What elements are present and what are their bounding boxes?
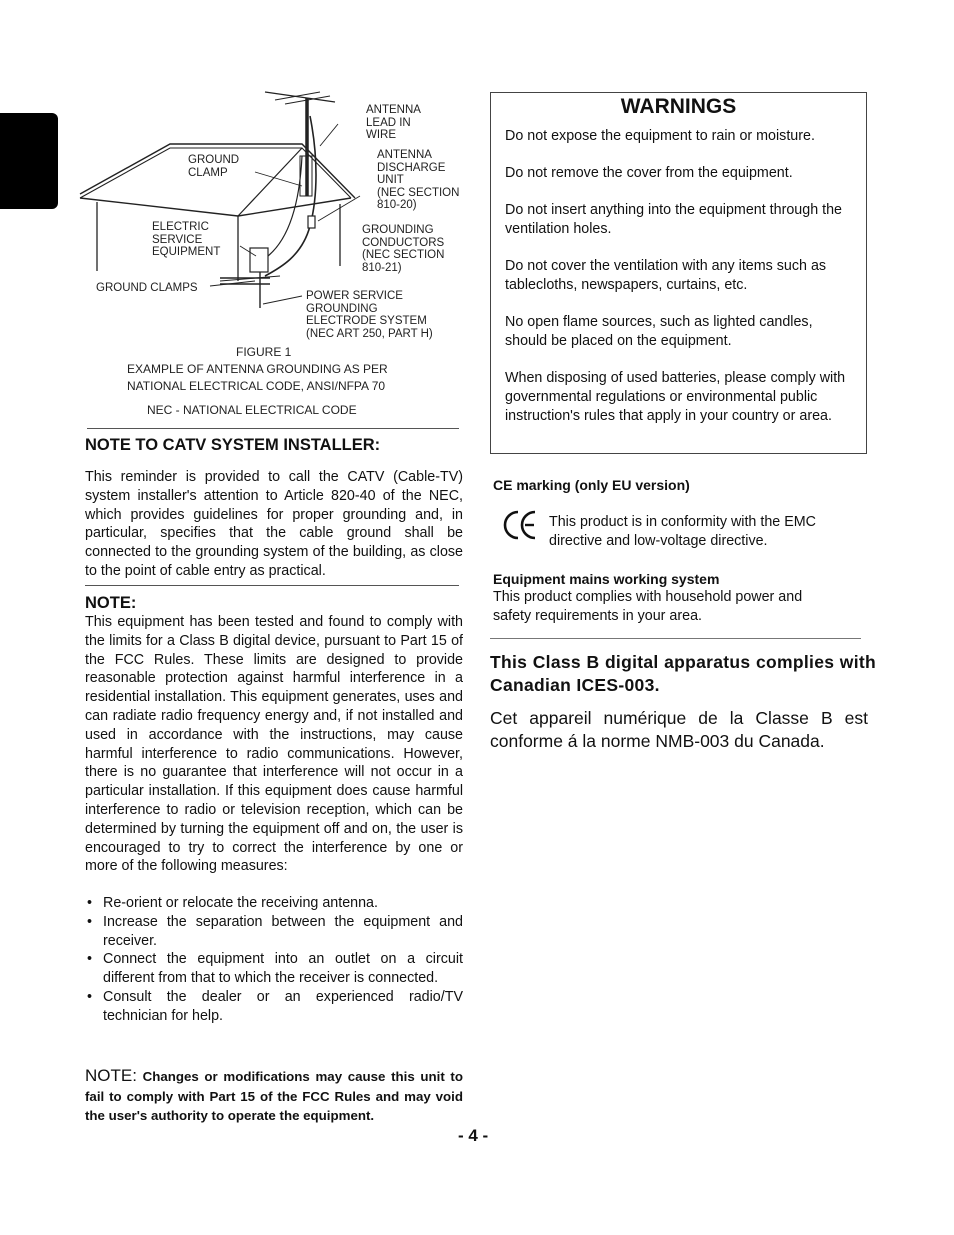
- warning-item: No open flame sources, such as lighted candles, should be placed on the equipment.: [505, 314, 813, 349]
- figure-number: FIGURE 1: [236, 345, 292, 359]
- warning-item: Do not cover the ventilation with any items such as tablecloths, newspapers, curtains, etc.: [505, 258, 827, 293]
- label-antenna-lead-in: ANTENNA LEAD IN WIRE: [366, 104, 421, 141]
- figure-caption-2: NATIONAL ELECTRICAL CODE, ANSI/NFPA 70: [127, 379, 386, 393]
- note-body: This equipment has been tested and found to comply with the limits for a Class B digital device, pursuant to Part 15 of the FCC Rules. These limits are designed to provide reasonable protection against harmful interference in a residential installation. This equipment generates, uses and can radiate radio frequency energy and, if not installed and used in accordance with the instructions, may cause harmful interference to radio communications. However, there is no guarantee that interference will not occur in a particular installation. If this equipment does cause harmful interference to radio or television reception, which can be determined by turning the equipment off and on, the user is encouraged to try to correct the interference by one or more of the following measures:: [85, 614, 463, 875]
- list-item: • Consult the dealer or an experienced radio/TV technician for help.: [85, 988, 463, 1026]
- figure-caption-1: EXAMPLE OF ANTENNA GROUNDING AS PER: [127, 362, 388, 376]
- canada-statement-en: This Class B digital apparatus complies with Canadian ICES-003.: [490, 652, 876, 695]
- list-item: • Connect the equipment into an outlet on a circuit different from that to which the receiver is connected.: [85, 950, 463, 988]
- label-discharge-unit: ANTENNA DISCHARGE UNIT (NEC SECTION 810-20): [377, 149, 460, 211]
- interference-measures-list: [85, 894, 463, 1026]
- label-ground-clamps: GROUND CLAMPS: [96, 282, 198, 294]
- fcc-modification-note: [85, 1066, 463, 1126]
- note-body: Changes or modifications may cause this unit to fail to comply with Part 15 of the FCC Rules and may void the user's authority to operate the equipment.: [85, 1069, 463, 1123]
- ce-body: This product is in conformity with the EMC directive and low-voltage directive.: [549, 514, 816, 549]
- label-electric-service: ELECTRIC SERVICE EQUIPMENT: [152, 221, 221, 258]
- catv-heading: NOTE TO CATV SYSTEM INSTALLER:: [85, 436, 381, 454]
- mains-heading: Equipment mains working system: [493, 571, 720, 587]
- warnings-box: [490, 92, 867, 454]
- ce-mark-icon: [503, 509, 539, 541]
- list-item: • Increase the separation between the equipment and receiver.: [85, 913, 463, 951]
- label-power-service: POWER SERVICE GROUNDING ELECTRODE SYSTEM (NEC ART 250, PART H): [306, 290, 433, 340]
- warnings-title: WARNINGS: [620, 95, 737, 118]
- label-grounding-conductors: GROUNDING CONDUCTORS (NEC SECTION 810-21): [362, 224, 445, 274]
- ce-heading: CE marking (only EU version): [493, 477, 690, 493]
- divider: [490, 638, 861, 639]
- warning-item: Do not remove the cover from the equipment.: [505, 165, 793, 181]
- note-heading: NOTE:: [85, 594, 137, 612]
- section-tab-marker: [0, 113, 58, 209]
- divider: [85, 585, 459, 586]
- mains-body: This product complies with household power and safety requirements in your area.: [493, 589, 803, 624]
- list-item: • Re-orient or relocate the receiving antenna.: [85, 894, 463, 913]
- warning-item: When disposing of used batteries, please comply with governmental regulations or environmental public instruction's rules that apply in your country or area.: [505, 370, 846, 424]
- page-number: - 4 -: [458, 1126, 489, 1145]
- warning-item: Do not expose the equipment to rain or moisture.: [505, 128, 815, 144]
- canada-statement-fr: Cet appareil numérique de la Classe B est conforme á la norme NMB-003 du Canada.: [490, 708, 868, 751]
- warning-item: Do not insert anything into the equipment through the ventilation holes.: [505, 202, 842, 237]
- note-lead: NOTE:: [85, 1066, 137, 1085]
- label-ground-clamp: GROUND CLAMP: [188, 154, 240, 179]
- catv-body: This reminder is provided to call the CATV (Cable-TV) system installer's attention to Article 820-40 of the NEC, which provides guidelines for proper grounding and, in particular, specifies that the cable ground shall be connected to the grounding system of the building, as close to the point of cable entry as practical.: [85, 469, 463, 579]
- figure-caption-3: NEC - NATIONAL ELECTRICAL CODE: [147, 403, 357, 417]
- divider: [87, 428, 459, 429]
